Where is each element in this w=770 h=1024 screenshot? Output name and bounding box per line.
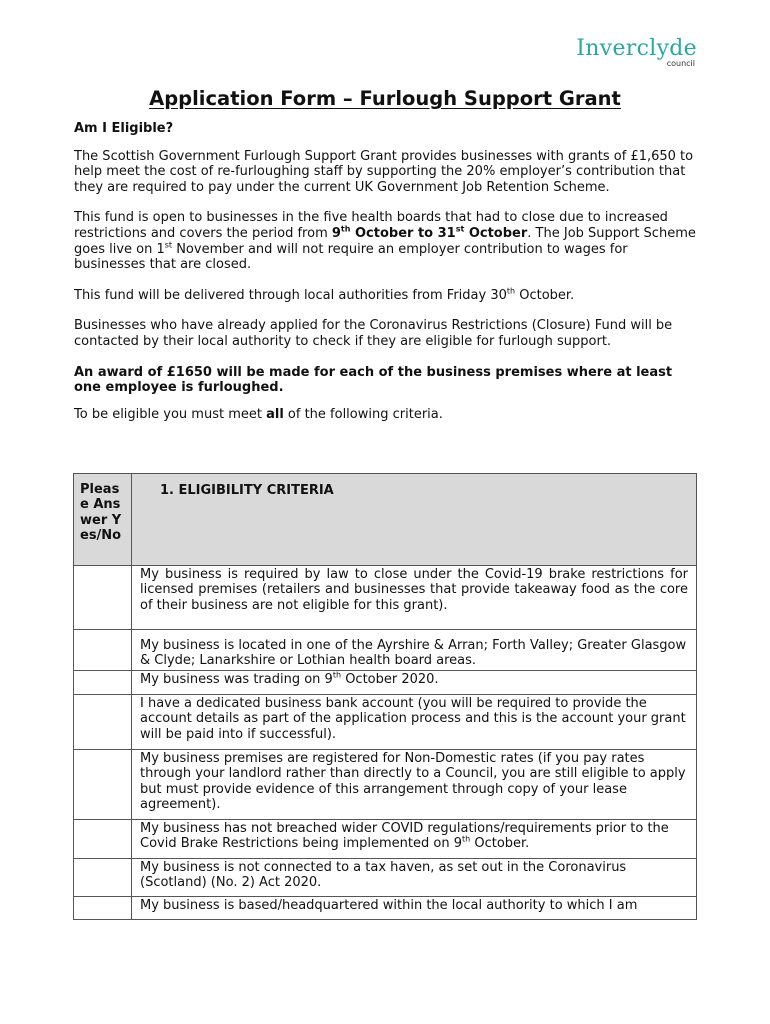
- p2-text-d: November and will not require an employer contribution to wages for businesses that are closed.: [74, 241, 628, 273]
- criteria-text-b: October.: [470, 836, 530, 852]
- intro-paragraph-2: [74, 210, 696, 272]
- criteria-intro-all: all: [266, 406, 284, 422]
- p2-date-mid: October to 31: [350, 225, 456, 241]
- criteria-text-a: My business has not breached wider COVID regulations/requirements prior to the Covid Brake Restrictions being implemented on 9: [140, 820, 669, 852]
- criteria-text: [132, 819, 697, 858]
- criteria-text: My business is required by law to close under the Covid-19 brake restrictions for licensed premises (retailers and businesses that provide takeaway food as the core of their business are not eligible for this grant).: [132, 566, 697, 630]
- table-row: [74, 630, 697, 671]
- table-row: [74, 749, 697, 819]
- answer-cell[interactable]: [74, 819, 132, 858]
- intro-section: [74, 121, 696, 422]
- answer-cell[interactable]: [74, 566, 132, 630]
- answer-cell[interactable]: [74, 749, 132, 819]
- table-row: [74, 896, 697, 919]
- answer-cell[interactable]: [74, 858, 132, 896]
- criteria-intro-a: To be eligible you must meet: [74, 406, 267, 422]
- p2-date-end: October: [464, 225, 528, 241]
- p2-text-a: This fund is open to businesses in the five health boards that had to close due to increased restrictions and covers the period from: [74, 210, 668, 241]
- p2-text-c: . The Job Support Scheme goes live on 1: [74, 225, 696, 257]
- criteria-text-b: October 2020.: [341, 671, 439, 687]
- criteria-intro-c: of the following criteria.: [283, 406, 443, 422]
- criteria-text: My business is based/headquartered within the local authority to which I am: [132, 896, 697, 919]
- answer-cell[interactable]: [74, 630, 132, 671]
- p2-date-day: 9: [331, 225, 341, 241]
- table-row: [74, 694, 697, 749]
- answer-cell[interactable]: [74, 896, 132, 919]
- criteria-sup: th: [332, 670, 342, 680]
- logo-subtext: council: [666, 59, 695, 68]
- intro-paragraph-1: The Scottish Government Furlough Support Grant provides businesses with grants of £1,650 to help meet the cost of re-furloughing staff by supporting the 20% employer’s contribution that they are required to pay under the current UK Government Job Retention Scheme.: [74, 148, 694, 195]
- page-title: Application Form – Furlough Support Grant: [149, 87, 621, 110]
- eligibility-criteria-table: [73, 473, 697, 920]
- table-row: [74, 566, 697, 630]
- p2-date-sup-2: st: [455, 224, 465, 234]
- award-statement: An award of £1650 will be made for each of the business premises where at least one employee is furloughed.: [74, 364, 673, 396]
- criteria-text: My business is not connected to a tax haven, as set out in the Coronavirus (Scotland) (No. 2) Act 2020.: [132, 858, 697, 896]
- table-row: [74, 819, 697, 858]
- table-row: [74, 858, 697, 896]
- criteria-sup: th: [461, 834, 471, 844]
- eligibility-heading: Am I Eligible?: [74, 121, 174, 136]
- p2-sup-3: st: [164, 240, 173, 250]
- logo-wordmark: Inverclyde: [576, 36, 697, 61]
- table-row: [74, 670, 697, 694]
- p3-sup: th: [506, 286, 516, 296]
- p3-text-a: This fund will be delivered through local authorities from Friday 30: [74, 287, 507, 303]
- criteria-section-header: 1. ELIGIBILITY CRITERIA: [132, 474, 697, 566]
- criteria-text-a: My business was trading on 9: [140, 671, 333, 687]
- p3-text-b: October.: [515, 287, 575, 303]
- intro-paragraph-4: Businesses who have already applied for the Coronavirus Restrictions (Closure) Fund will be contacted by their local authority to check if they are eligible for furlough support.: [74, 318, 673, 349]
- criteria-text: My business premises are registered for Non-Domestic rates (if you pay rates through your landlord rather than directly to a Council, you are still eligible to apply but must provide evidence of this arrangement through copy of your lease agreement).: [132, 749, 697, 819]
- p2-date-sup-1: th: [340, 224, 351, 234]
- criteria-text: I have a dedicated business bank account (you will be required to provide the account details as part of the application process and this is the account your grant will be paid into if successful).: [132, 694, 697, 749]
- table-header-row: [74, 474, 697, 566]
- criteria-intro: [74, 407, 696, 423]
- answer-column-header: Please Answer Yes/No: [74, 474, 132, 566]
- criteria-text: [132, 670, 697, 694]
- intro-paragraph-3: [74, 288, 696, 304]
- answer-cell[interactable]: [74, 694, 132, 749]
- answer-cell[interactable]: [74, 670, 132, 694]
- criteria-text: My business is located in one of the Ayrshire & Arran; Forth Valley; Greater Glasgow & Clyde; Lanarkshire or Lothian health board areas.: [132, 630, 697, 671]
- council-logo: [576, 38, 697, 68]
